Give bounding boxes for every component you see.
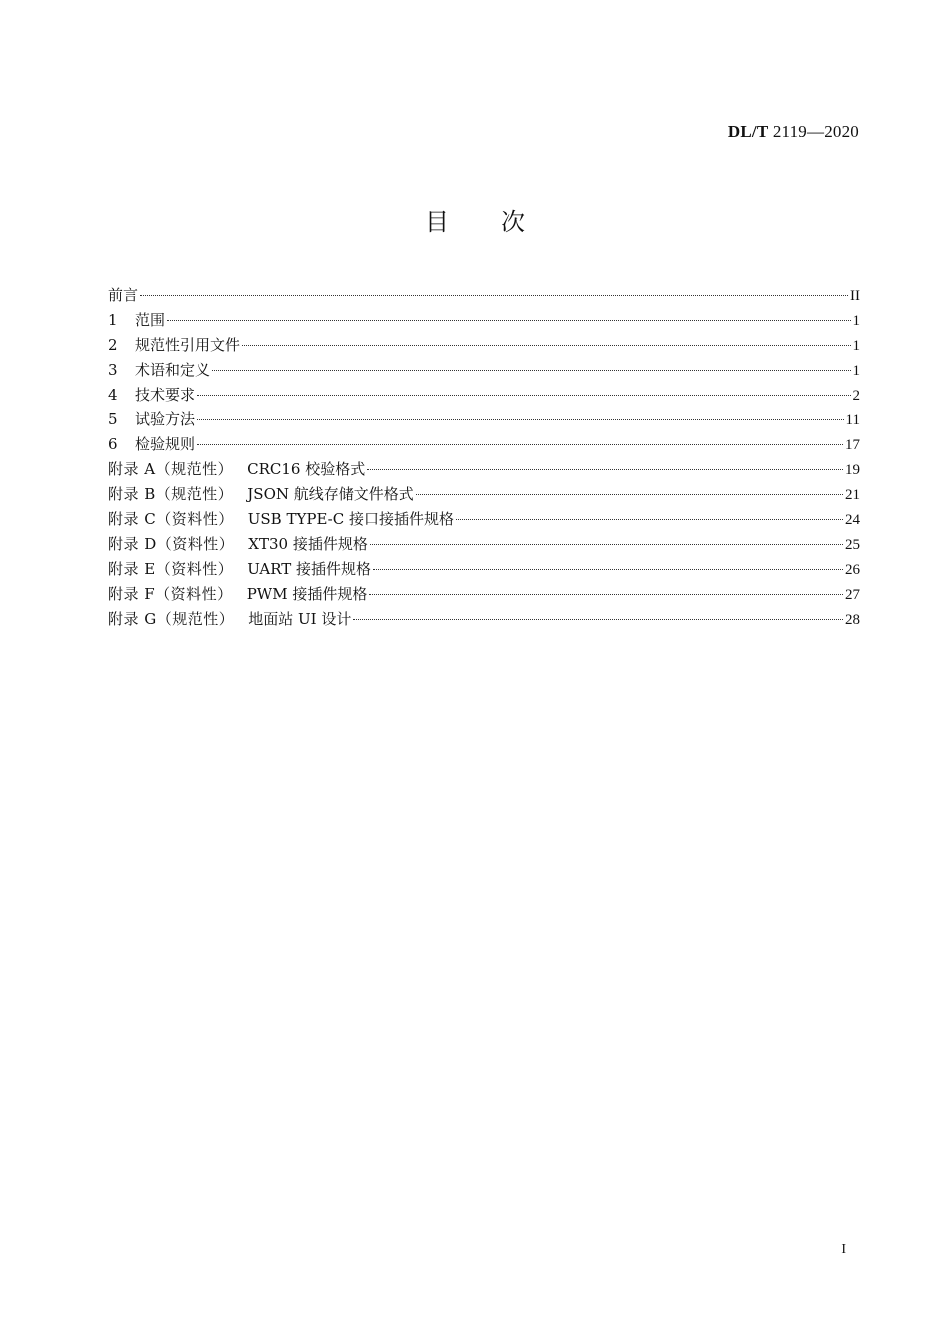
toc-entry-label: [108, 432, 195, 457]
toc-entry-title: 规范性引用文件: [135, 335, 241, 354]
toc-entry-title: 检验规则: [135, 435, 196, 454]
toc-entry-label: [108, 308, 165, 333]
toc-entry-page: 21: [845, 487, 860, 504]
toc-dot-leader: [456, 519, 843, 520]
toc-dot-leader: [140, 295, 848, 296]
toc-entry-number: 6: [108, 435, 118, 454]
toc-entry[interactable]: [108, 283, 860, 308]
page-title-right: 次: [501, 208, 525, 236]
toc-dot-leader: [416, 494, 843, 495]
toc-entry-label: [108, 532, 368, 557]
toc-entry-title: JSON 航线存储文件格式: [247, 485, 414, 504]
toc-entry-page: 17: [845, 437, 860, 454]
toc-entry[interactable]: [108, 557, 860, 582]
toc-entry-annex-prefix: 附录 C（资料性）: [108, 510, 234, 529]
toc-entry-title: XT30 接插件规格: [248, 534, 368, 553]
document-code-prefix: DL/T: [727, 122, 769, 141]
toc-entry-annex-prefix: 附录 B（规范性）: [108, 485, 234, 504]
toc-entry-number: 1: [108, 310, 118, 329]
toc-entry-label: [108, 358, 210, 383]
toc-entry-number: 4: [108, 385, 118, 404]
toc-entry-page: 24: [845, 512, 860, 529]
toc-entry-number: 2: [108, 335, 118, 354]
toc-entry-page: 25: [845, 536, 860, 553]
toc-entry[interactable]: [108, 607, 860, 632]
toc-entry-label: [108, 407, 195, 432]
toc-entry-label: [108, 507, 454, 532]
toc-entry-label: [108, 607, 351, 632]
toc-entry-title: PWM 接插件规格: [246, 584, 368, 603]
toc-dot-leader: [197, 395, 850, 396]
toc-dot-leader: [197, 419, 844, 420]
toc-entry-label: [108, 482, 414, 507]
toc-entry[interactable]: [108, 507, 860, 532]
page-number: I: [841, 1242, 846, 1257]
toc-entry[interactable]: [108, 333, 860, 358]
toc-entry-label: [108, 582, 367, 607]
toc-entry-number: 3: [108, 360, 118, 379]
toc-entry-page: 26: [845, 561, 860, 578]
page-title-left: 目: [425, 208, 449, 236]
toc-entry-annex-prefix: 附录 G（规范性）: [108, 609, 235, 628]
toc-entry-title: CRC16 校验格式: [247, 460, 366, 479]
toc-entry-page: 2: [852, 387, 860, 404]
toc-entry-title: 技术要求: [135, 385, 196, 404]
toc-entry-title: 范围: [135, 310, 166, 329]
toc-entry-title: 试验方法: [135, 410, 196, 429]
toc-entry-page: II: [850, 288, 860, 304]
toc-dot-leader: [367, 469, 843, 470]
toc-dot-leader: [353, 619, 843, 620]
toc-entry[interactable]: [108, 383, 860, 408]
toc-dot-leader: [212, 370, 850, 371]
toc-entry-title: 地面站 UI 设计: [248, 609, 352, 628]
toc-entry[interactable]: [108, 582, 860, 607]
toc-dot-leader: [370, 544, 843, 545]
toc-entry[interactable]: [108, 532, 860, 557]
toc-entry[interactable]: [108, 457, 860, 482]
toc-entry[interactable]: [108, 308, 860, 333]
toc-entry-page: 19: [845, 462, 860, 479]
toc-entry-label: [108, 333, 240, 358]
toc-dot-leader: [373, 569, 843, 570]
toc-entry-page: 1: [852, 362, 860, 379]
toc-entry-page: 1: [852, 312, 860, 329]
toc-entry-page: 11: [845, 412, 860, 429]
toc-dot-leader: [197, 444, 843, 445]
toc-entry[interactable]: [108, 482, 860, 507]
toc-entry-label: [108, 283, 138, 308]
toc-entry[interactable]: [108, 407, 860, 432]
toc-entry-page: 28: [845, 611, 860, 628]
toc-entry[interactable]: [108, 358, 860, 383]
toc-entry-annex-prefix: 附录 A（规范性）: [108, 460, 234, 479]
document-code-number: 2119—2020: [768, 122, 859, 141]
toc-entry-title: 术语和定义: [135, 360, 211, 379]
toc-dot-leader: [369, 594, 843, 595]
toc-entry-title: USB TYPE-C 接口接插件规格: [247, 510, 455, 529]
toc-entry-title: UART 接插件规格: [247, 559, 372, 578]
page-title: [0, 202, 950, 237]
document-code: [728, 122, 859, 142]
toc-entry[interactable]: [108, 432, 860, 457]
table-of-contents: [108, 283, 860, 631]
toc-entry-label: [108, 383, 195, 408]
toc-entry-page: 1: [852, 337, 860, 354]
toc-entry-page: 27: [845, 586, 860, 603]
toc-dot-leader: [167, 320, 850, 321]
toc-entry-label: [108, 557, 371, 582]
toc-entry-number: 5: [108, 410, 118, 429]
toc-entry-annex-prefix: 附录 F（资料性）: [108, 584, 233, 603]
toc-dot-leader: [242, 345, 850, 346]
toc-entry-title: 前言: [108, 286, 139, 304]
toc-entry-annex-prefix: 附录 E（资料性）: [108, 559, 234, 578]
toc-entry-annex-prefix: 附录 D（资料性）: [108, 534, 235, 553]
toc-entry-label: [108, 457, 365, 482]
